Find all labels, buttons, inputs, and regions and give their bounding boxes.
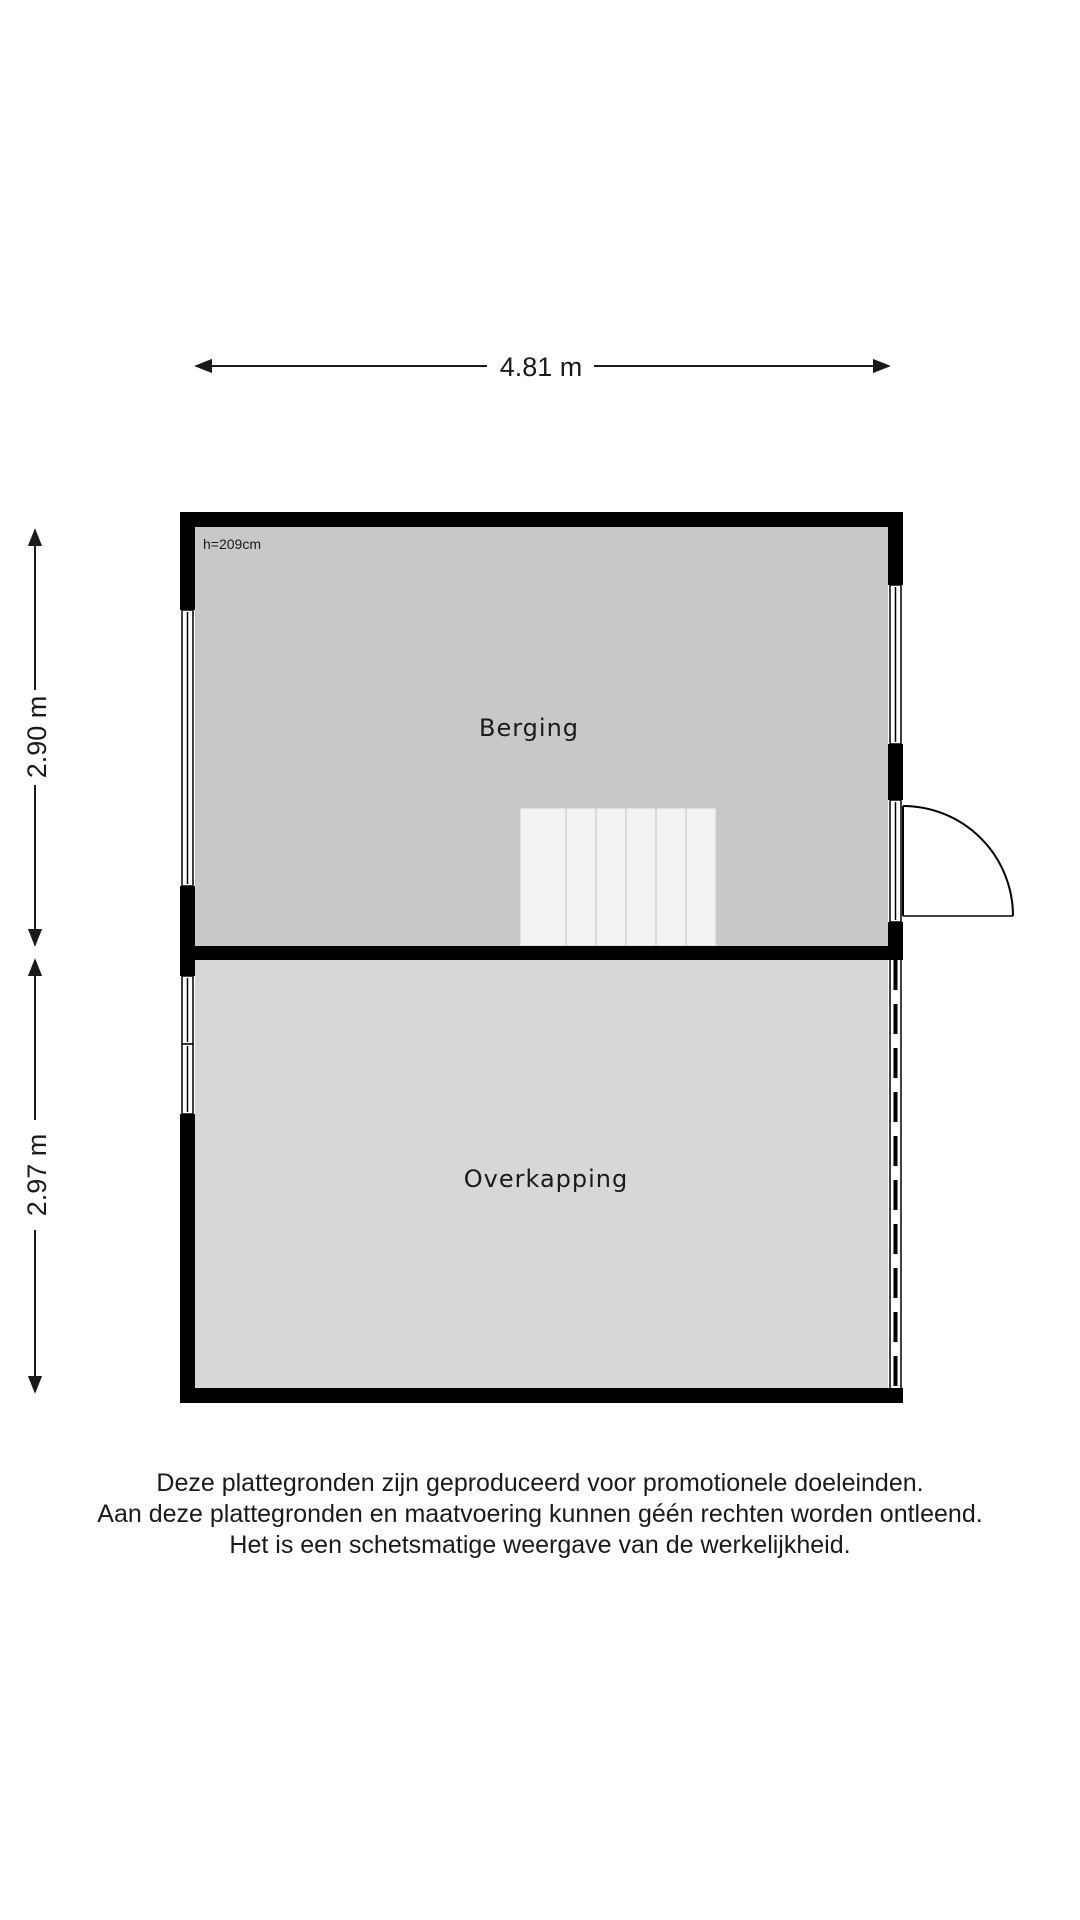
width-dimension bbox=[196, 352, 889, 382]
top-wall bbox=[180, 512, 903, 527]
upper-height-label: 2.90 m bbox=[22, 695, 52, 779]
room-label-overkapping: Overkapping bbox=[463, 1165, 629, 1193]
right-window-berging bbox=[890, 585, 901, 744]
disclaimer-line: Aan deze plattegronden en maatvoering kunnen géén rechten worden ontleend. bbox=[97, 1500, 983, 1528]
door-swing-arc bbox=[903, 806, 1013, 916]
right-wall-upper bbox=[888, 512, 903, 585]
door bbox=[903, 806, 1013, 916]
left-wall-upper bbox=[180, 512, 195, 610]
disclaimer-line: Deze plattegronden zijn geproduceerd voor promotionele doeleinden. bbox=[156, 1469, 924, 1497]
stairs bbox=[520, 808, 716, 946]
lower-height-dimension bbox=[22, 960, 52, 1392]
bottom-wall bbox=[180, 1388, 903, 1403]
width-label: 4.81 m bbox=[499, 352, 583, 382]
open-side bbox=[890, 960, 901, 1388]
left-wall-lower bbox=[180, 1114, 195, 1403]
upper-height-dimension bbox=[22, 530, 52, 945]
left-window-overkapping-1 bbox=[182, 976, 193, 1044]
left-window-berging bbox=[182, 610, 193, 886]
right-wall-between bbox=[888, 744, 903, 800]
disclaimer-line: Het is een schetsmatige weergave van de werkelijkheid. bbox=[229, 1531, 851, 1559]
right-wall-lower bbox=[888, 922, 903, 960]
left-window-overkapping-2 bbox=[182, 1044, 193, 1114]
left-wall-middle bbox=[180, 886, 195, 976]
ceiling-height-label: h=209cm bbox=[203, 536, 261, 552]
right-door-frame bbox=[890, 800, 901, 922]
middle-wall bbox=[180, 946, 903, 960]
room-label-berging: Berging bbox=[478, 714, 580, 742]
lower-height-label: 2.97 m bbox=[22, 1133, 52, 1217]
disclaimer bbox=[0, 1468, 1080, 1561]
